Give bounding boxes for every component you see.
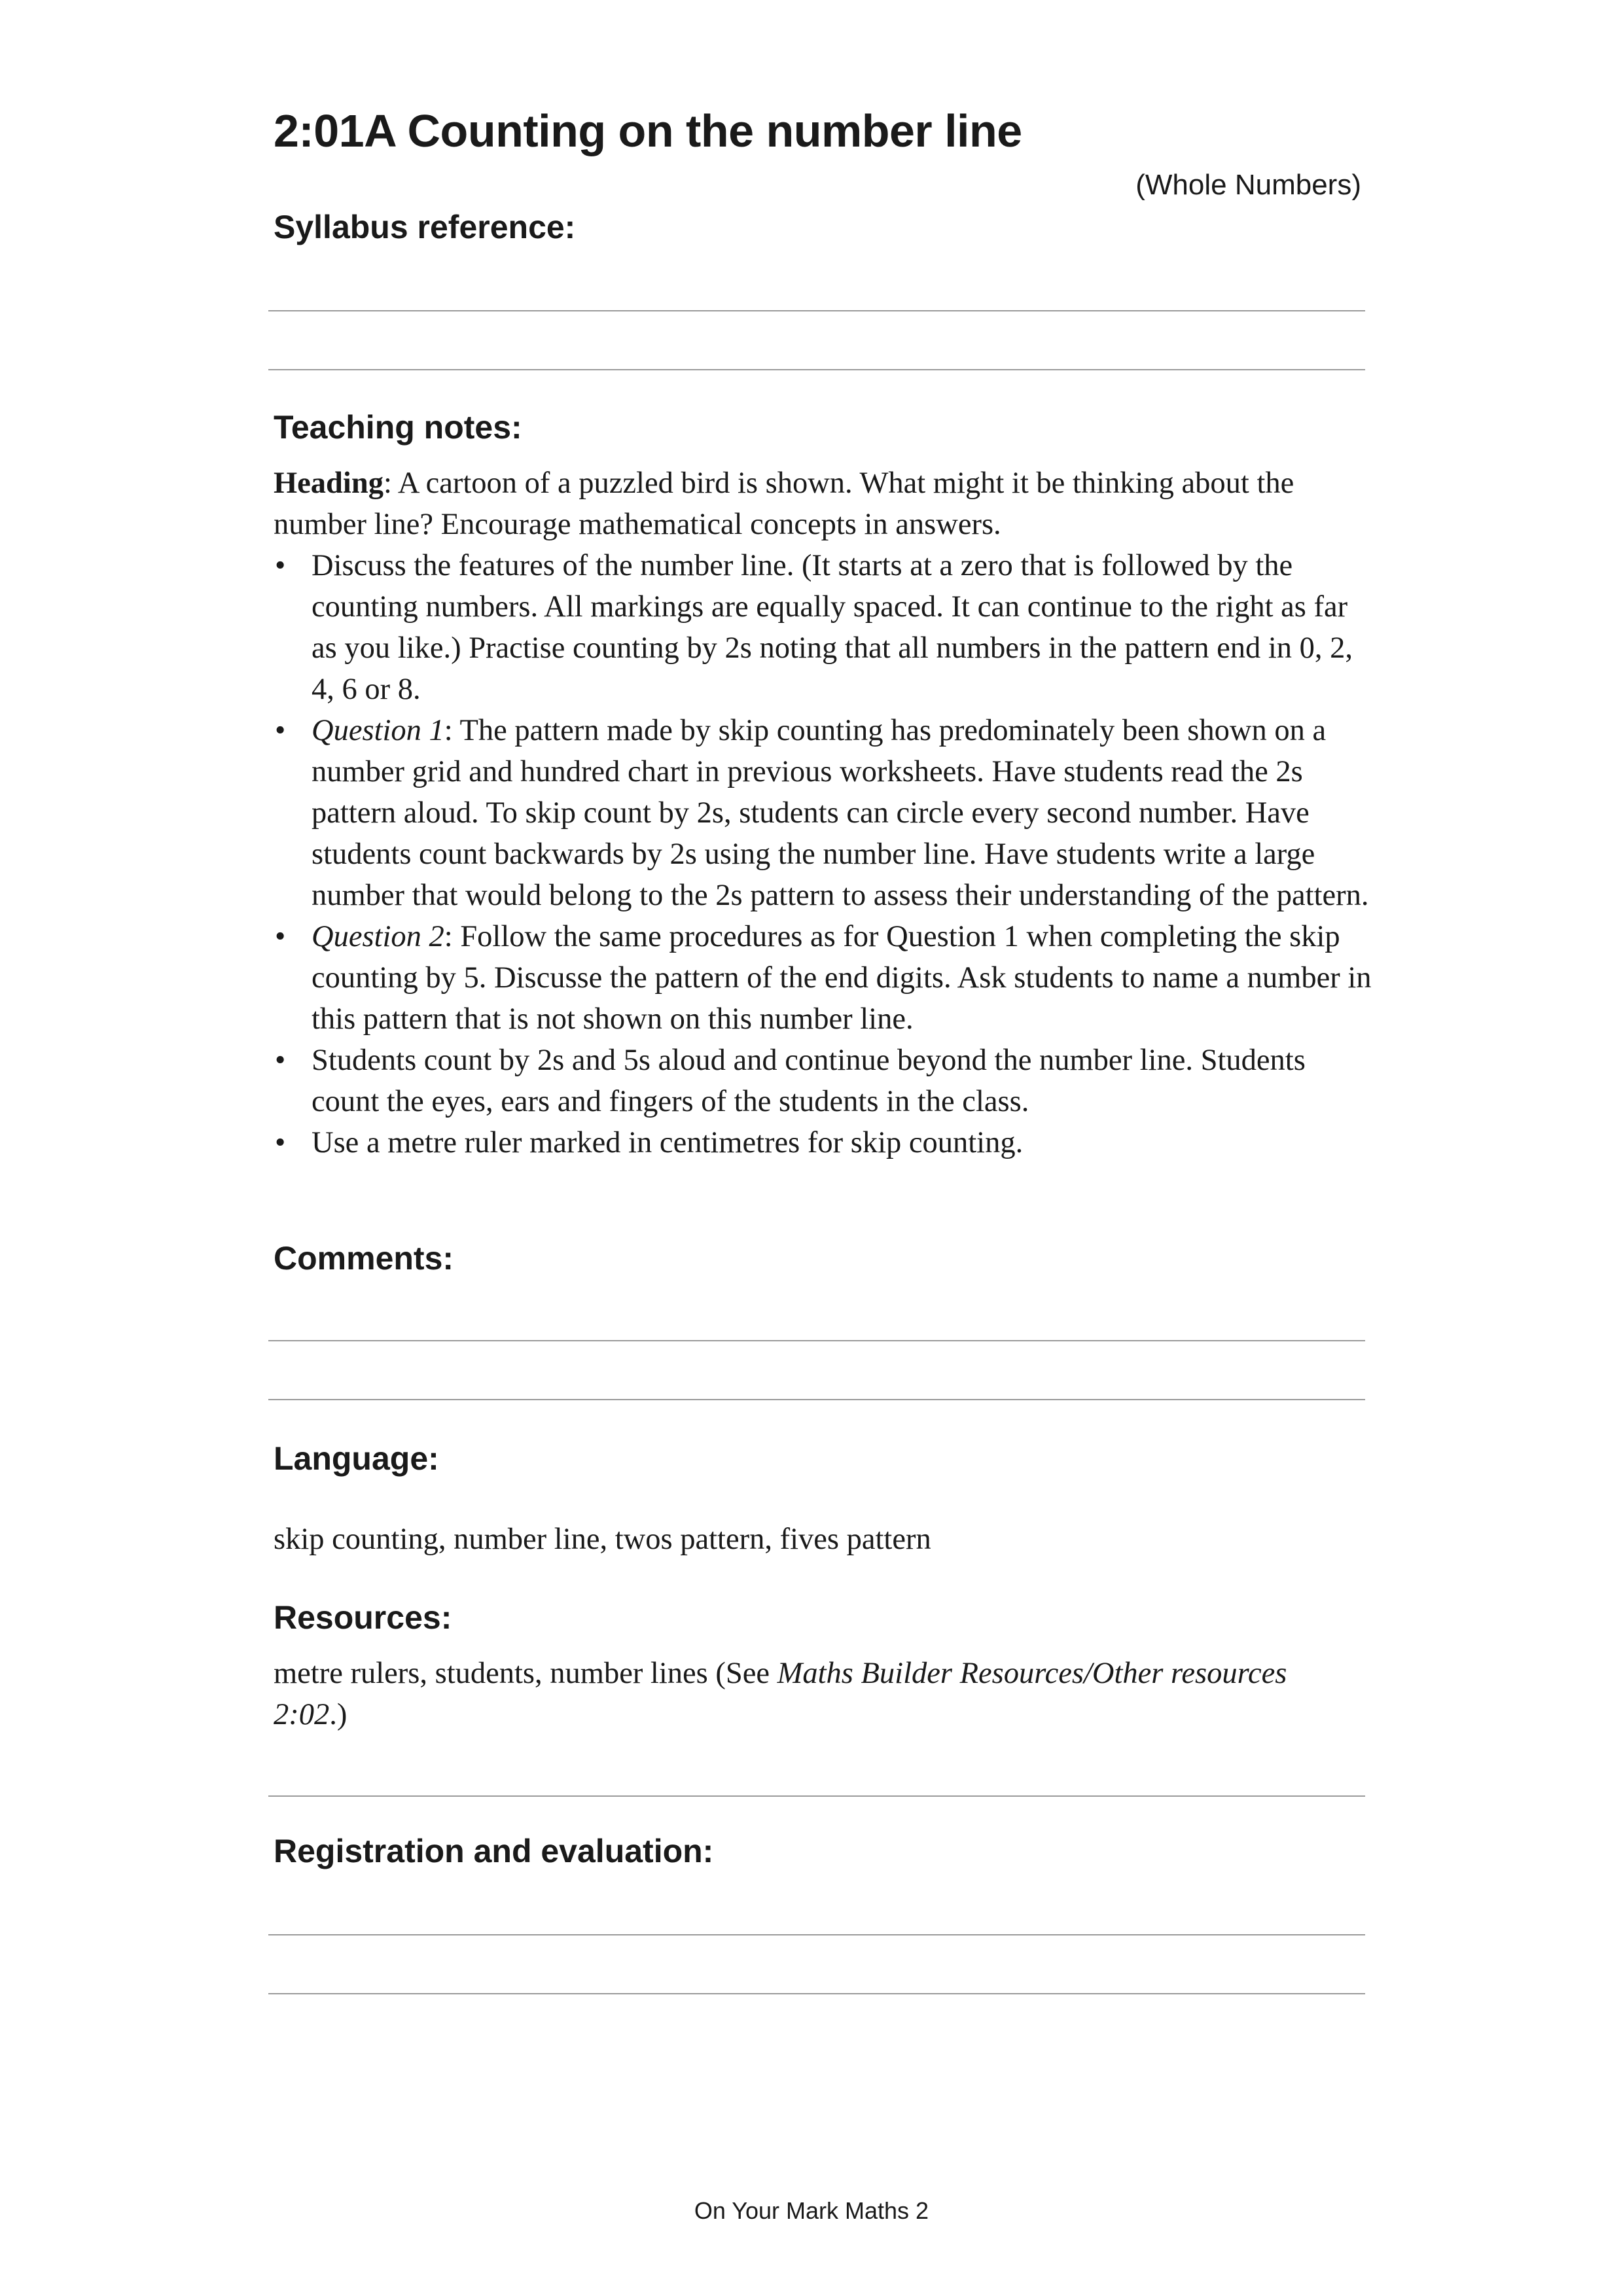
registration-line-1: [268, 1934, 1365, 1935]
comments-line-1: [268, 1340, 1365, 1341]
list-item: [274, 916, 1373, 1040]
syllabus-line-2: [268, 369, 1365, 370]
teaching-notes-heading: Teaching notes:: [274, 409, 522, 446]
bullet-text: : The pattern made by skip counting has predominately been shown on a number grid and hundred chart in previous worksheets. Have students read the 2s pattern aloud. To skip count by 2s, students can circle every second number. Have students count backwards by 2s using the number line. Have students write a large number that would belong to the 2s pattern to assess their understanding of the pattern.: [312, 714, 1369, 912]
syllabus-line-1: [268, 310, 1365, 311]
bullet-text: Use a metre ruler marked in centimetres for skip counting.: [312, 1126, 1024, 1159]
comments-heading: Comments:: [274, 1240, 454, 1277]
language-heading: Language:: [274, 1440, 439, 1477]
bullet-text: : Follow the same procedures as for Question 1 when completing the skip counting by 5. Discusse the pattern of the end digits. Ask students to name a number in this pattern that is not shown on this number line.: [312, 920, 1372, 1036]
language-text: skip counting, number line, twos pattern, fives pattern: [274, 1523, 931, 1556]
list-item: [274, 1122, 1373, 1163]
resources-text-end: .): [329, 1698, 348, 1731]
page-title: 2:01A Counting on the number line: [274, 105, 1022, 156]
bullet-lead: Question 1: [312, 714, 444, 747]
page-footer: On Your Mark Maths 2: [694, 2197, 929, 2224]
bullet-text: Discuss the features of the number line. (It starts at a zero that is followed by the counting numbers. All markings are equally spaced. It can continue to the right as far as you like.) Practise counting by 2s noting that all numbers in the pattern end in 0, 2, 4, 6 or 8.: [312, 549, 1353, 706]
list-item: [274, 710, 1373, 916]
bullet-text: Students count by 2s and 5s aloud and continue beyond the number line. Students count the eyes, ears and fingers of the students in the class.: [312, 1044, 1306, 1118]
teaching-notes-list: [274, 545, 1373, 1163]
resources-heading: Resources:: [274, 1599, 452, 1636]
resources-text-start: metre rulers, students, number lines (See: [274, 1657, 777, 1690]
resources-line: [268, 1795, 1365, 1797]
teaching-notes-intro: [274, 463, 1373, 545]
registration-heading: Registration and evaluation:: [274, 1833, 714, 1869]
list-item: [274, 545, 1373, 710]
registration-line-2: [268, 1993, 1365, 1994]
resources-text: [274, 1653, 1321, 1735]
bullet-lead: Question 2: [312, 920, 444, 953]
syllabus-heading: Syllabus reference:: [274, 209, 576, 245]
topic-label: (Whole Numbers): [1135, 169, 1361, 201]
resources-reference: Maths Builder Resources/Other resources 2:02: [274, 1657, 1287, 1731]
list-item: [274, 1040, 1373, 1122]
intro-bold-label: Heading: [274, 467, 383, 500]
intro-text: : A cartoon of a puzzled bird is shown. What might it be thinking about the number line? Encourage mathematical concepts in answers.: [274, 467, 1294, 541]
comments-line-2: [268, 1399, 1365, 1400]
teaching-notes-body: [274, 463, 1373, 1163]
